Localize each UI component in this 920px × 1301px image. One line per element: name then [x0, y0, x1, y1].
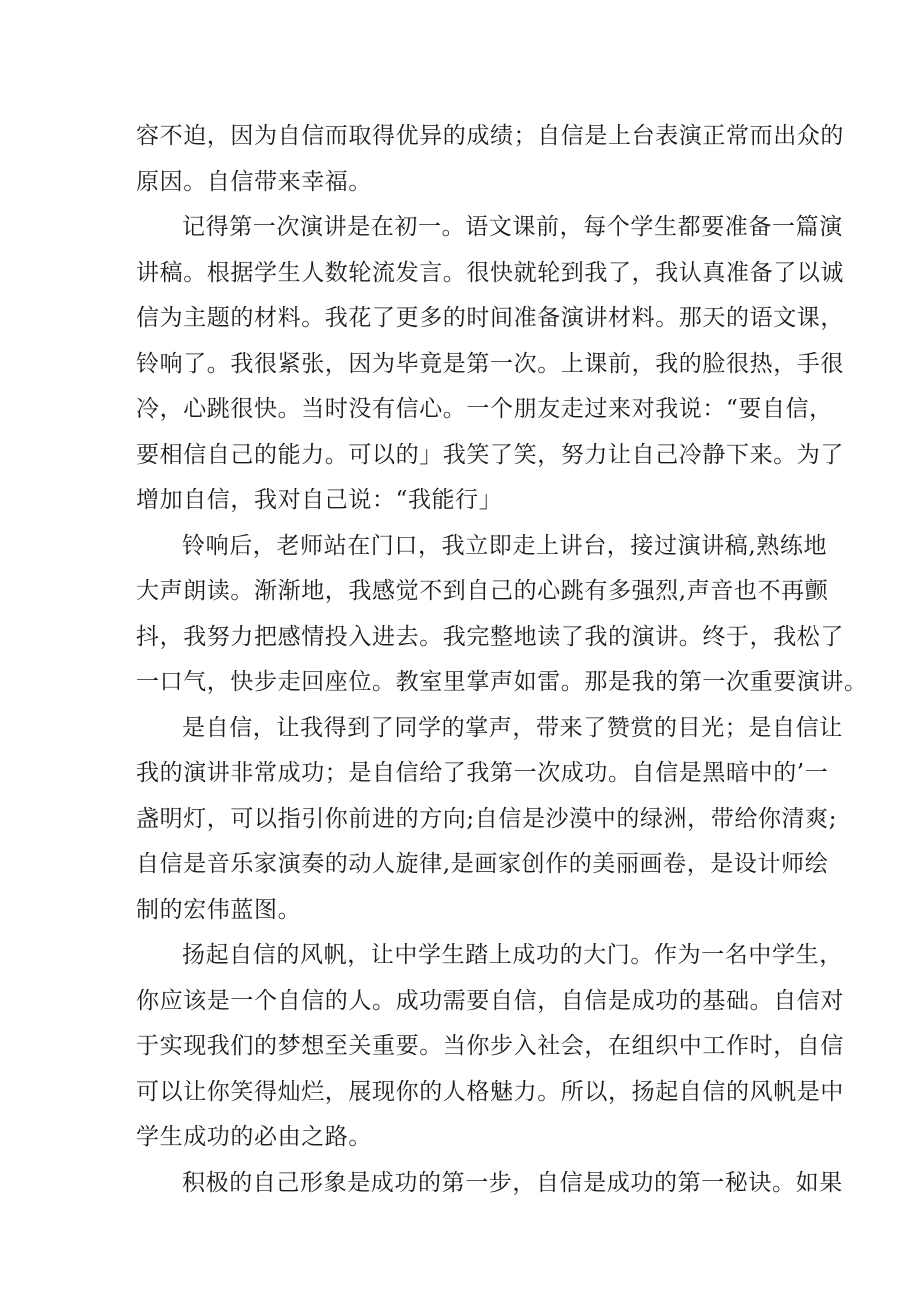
paragraph-5 [136, 933, 844, 1161]
text-line: 可以让你笑得灿烂，展现你的人格魅力。所以，扬起自信的风帆是中 [136, 1078, 844, 1105]
text-line: 原因。自信带来幸福。 [136, 168, 372, 195]
text-line: 铃响后，老师站在门口，我立即走上讲台，接过演讲稿,熟练地 [182, 532, 828, 559]
text-line: 盏明灯，可以指引你前进的方向;自信是沙漠中的绿洲，带给你清爽; [136, 805, 838, 832]
document-body [136, 114, 868, 1206]
text-line: 我的演讲非常成功；是自信给了我第一次成功。自信是黑暗中的’一 [136, 760, 829, 786]
text-line: 冷，心跳很快。当时没有信心。一个朋友走过来对我说：“要自信， [136, 396, 833, 422]
text-line: 于实现我们的梦想至关重要。当你步入社会，在组织中工作时，自信 [136, 1033, 844, 1059]
text-line: 自信是音乐家演奏的动人旋律,是画家创作的美丽画卷，是设计师绘 [136, 851, 829, 877]
text-line: 记得第一次演讲是在初一。语文课前，每个学生都要准备一篇演 [182, 214, 843, 240]
text-line: 积极的自己形象是成功的第一步，自信是成功的第一秘诀。如果 [182, 1169, 843, 1196]
text-line: 扬起自信的风帆，让中学生踏上成功的大门。作为一名中学生， [182, 942, 843, 968]
paragraph-4 [136, 706, 843, 934]
text-line: 学生成功的必由之路。 [136, 1124, 372, 1150]
text-line: 抖，我努力把感情投入进去。我完整地读了我的演讲。终于，我松了 [136, 623, 844, 650]
text-line: 一口气，快步走回座位。教室里掌声如雷。那是我的第一次重要演讲。 [136, 669, 868, 695]
text-line: 是自信，让我得到了同学的掌声，带来了赞赏的目光；是自信让 [182, 714, 843, 741]
paragraph-1 [136, 114, 844, 205]
text-line: 增加自信，我对自己说：“我能行｣ [136, 487, 491, 513]
text-line: 铃响了。我很紧张，因为毕竟是第一次。上课前，我的脸很热，手很 [136, 350, 844, 377]
text-line: 容不迫，因为自信而取得优异的成绩；自信是上台表演正常而出众的 [136, 123, 844, 149]
paragraph-6 [136, 1161, 843, 1207]
text-line: 信为主题的材料。我花了更多的时间准备演讲材料。那天的语文课， [136, 305, 844, 331]
paragraph-2 [136, 205, 844, 524]
text-line: 大声朗读。渐渐地，我感觉不到自己的心跳有多强烈,声音也不再颤 [136, 578, 829, 604]
text-line: 你应该是一个自信的人。成功需要自信，自信是成功的基础。自信对 [136, 987, 844, 1014]
text-line: 讲稿。根据学生人数轮流发言。很快就轮到我了，我认真准备了以诚 [136, 259, 844, 286]
paragraph-3 [136, 524, 868, 706]
text-line: 要相信自己的能力。可以的」我笑了笑，努力让自己冷静下来。为了 [136, 441, 844, 468]
text-line: 制的宏伟蓝图。 [136, 896, 302, 923]
